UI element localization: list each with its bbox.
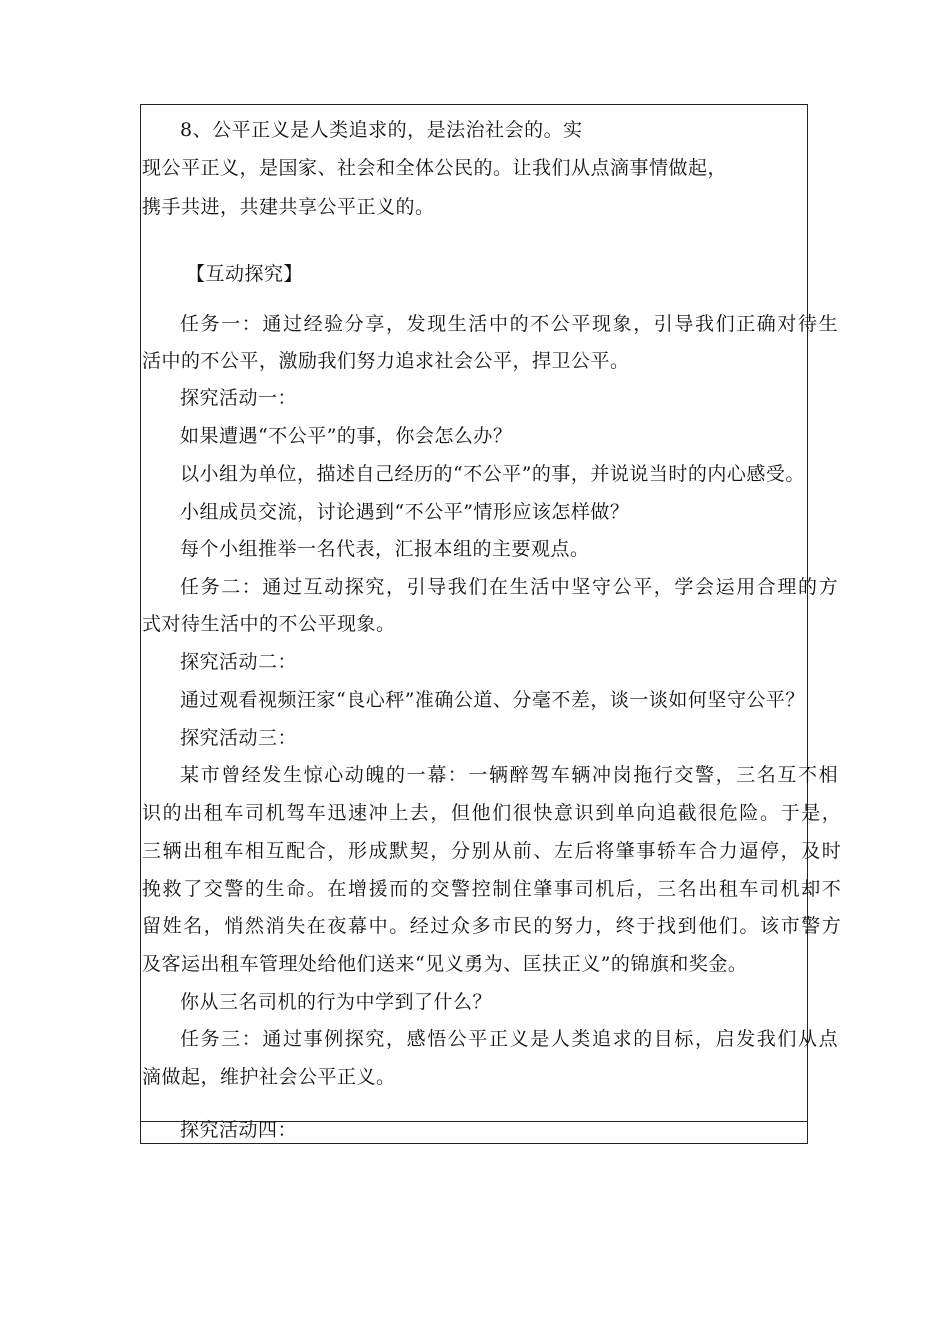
text-line: 某市曾经发生惊心动魄的一幕：一辆醉驾车辆冲岗拖行交警，三名互不相 xyxy=(180,764,840,786)
text-line: 任务二：通过互动探究，引导我们在生活中坚守公平，学会运用合理的方 xyxy=(180,576,840,598)
text-line: 探究活动四： xyxy=(180,1119,298,1141)
text-line: 式对待生活中的不公平现象。 xyxy=(142,613,396,635)
text-line: 任务三：通过事例探究，感悟公平正义是人类追求的目标，启发我们从点 xyxy=(180,1028,840,1050)
text-line: 留姓名，悄然消失在夜幕中。经过众多市民的努力，终于找到他们。该市警方 xyxy=(142,915,843,937)
text-line: 你从三名司机的行为中学到了什么？ xyxy=(180,991,493,1013)
text-line: 探究活动三： xyxy=(180,727,298,749)
text-line: 三辆出租车相互配合，形成默契，分别从前、左后将肇事轿车合力逼停，及时 xyxy=(142,840,843,862)
text-line: 通过观看视频汪家“良心秤”准确公道、分毫不差，谈一谈如何坚守公平？ xyxy=(180,689,805,711)
text-line: 现公平正义，是国家、社会和全体公民的。让我们从点滴事情做起， xyxy=(142,157,728,179)
text-line: 以小组为单位，描述自己经历的“不公平”的事，并说说当时的内心感受。 xyxy=(180,463,805,485)
text-line: 挽救了交警的生命。在增援而的交警控制住肇事司机后，三名出租车司机却不 xyxy=(142,878,843,900)
text-line: 任务一：通过经验分享，发现生活中的不公平现象，引导我们正确对待生 xyxy=(180,313,840,335)
text-line: 携手共进，共建共享公平正义的。 xyxy=(142,196,435,218)
text-line: 探究活动二： xyxy=(180,651,298,673)
text-line: 如果遭遇“不公平”的事，你会怎么办？ xyxy=(180,425,513,447)
text-line: 每个小组推举一名代表，汇报本组的主要观点。 xyxy=(180,538,590,560)
text-line: 识的出租车司机驾车迅速冲上去，但他们很快意识到单向追截很危险。于是， xyxy=(142,802,843,824)
text-line: 及客运出租车管理处给他们送来“见义勇为、匡扶正义”的锦旗和奖金。 xyxy=(142,953,748,975)
text-line: 活中的不公平，激励我们努力追求社会公平，捍卫公平。 xyxy=(142,350,630,372)
text-line: 小组成员交流，讨论遇到“不公平”情形应该怎样做？ xyxy=(180,501,630,523)
text-line: 滴做起，维护社会公平正义。 xyxy=(142,1066,396,1088)
text-line: 8、公平正义是人类追求的，是法治社会的。实 xyxy=(180,119,583,141)
text-line: 探究活动一： xyxy=(180,387,298,409)
section-heading: 【互动探究】 xyxy=(186,263,304,285)
